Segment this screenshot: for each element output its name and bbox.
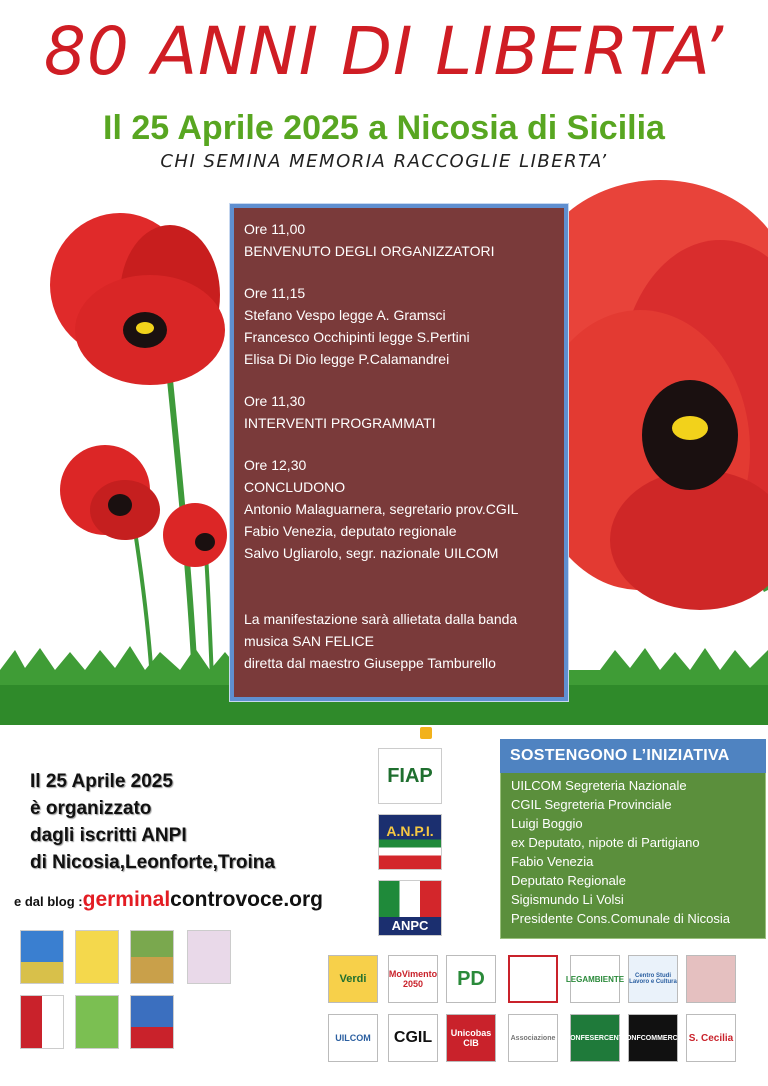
schedule-line: diretta dal maestro Giuseppe Tamburello (244, 655, 496, 671)
organizers-text (30, 768, 360, 876)
schedule-line: BENVENUTO DEGLI ORGANIZZATORI (244, 243, 495, 259)
schedule-line: Antonio Malaguarnera, segretario prov.CGIL (244, 501, 519, 517)
schedule-line: Salvo Ugliarolo, segr. nazionale UILCOM (244, 545, 499, 561)
municipal-crest-icon (75, 930, 119, 984)
municipal-crest-icon (130, 995, 174, 1049)
schedule-line: Stefano Vespo legge A. Gramsci (244, 307, 446, 323)
supporter-line: Luigi Boggio (511, 816, 583, 831)
blog-label: e dal blog : (14, 894, 83, 909)
schedule-block-1130 (244, 390, 554, 434)
confesercenti-logo: CONFESERCENTI (570, 1014, 620, 1062)
centro-studi-logo: Centro Studi Lavoro e Cultura (628, 955, 678, 1003)
schedule-time: Ore 12,30 (244, 457, 307, 473)
supporter-line: Sigismundo Li Volsi (511, 892, 624, 907)
blog-name-black: controvoce.org (170, 888, 324, 911)
santa-cecilia-logo: S. Cecilia (686, 1014, 736, 1062)
uilcom-logo: UILCOM (328, 1014, 378, 1062)
cgil-logo: CGIL (388, 1014, 438, 1062)
schedule-block-music (244, 608, 554, 674)
fiap-logo (378, 748, 442, 804)
organizers-line: Il 25 Aprile 2025 (30, 771, 173, 792)
red-circle-logo (508, 955, 558, 1003)
schedule-line: INTERVENTI PROGRAMMATI (244, 415, 436, 431)
schedule-block-1230 (244, 454, 554, 564)
supporter-line: Presidente Cons.Comunale di Nicosia (511, 911, 730, 926)
poppy-flower-mid-left (60, 445, 160, 540)
municipal-crest-icon (75, 995, 119, 1049)
decorative-logo (686, 955, 736, 1003)
blog-credit (14, 888, 364, 912)
area-logo-icon (187, 930, 231, 984)
schedule-block-1100 (244, 218, 554, 262)
supporter-line: Deputato Regionale (511, 873, 626, 888)
supporter-line: UILCOM Segreteria Nazionale (511, 778, 687, 793)
confcommercio-logo: CONFCOMMERCIO (628, 1014, 678, 1062)
supporters-panel (500, 739, 766, 939)
event-subtitle: Il 25 Aprile 2025 a Nicosia di Sicilia (103, 109, 665, 147)
program-schedule (230, 204, 568, 701)
schedule-block-1115 (244, 282, 554, 370)
schedule-line: La manifestazione sarà allietata dalla banda (244, 611, 518, 627)
small-badge-icon (420, 727, 432, 739)
schedule-line: musica SAN FELICE (244, 633, 374, 649)
schedule-time: Ore 11,30 (244, 393, 306, 409)
anpc-logo-text: ANPC (379, 917, 441, 935)
anpi-logo (378, 814, 442, 870)
event-tagline: CHI SEMINA MEMORIA RACCOGLIE LIBERTA’ (160, 151, 608, 172)
anpc-logo (378, 880, 442, 936)
legambiente-logo: LEGAMBIENTE (570, 955, 620, 1003)
organizers-line: è organizzato (30, 798, 152, 819)
schedule-line: Elisa Di Dio legge P.Calamandrei (244, 351, 450, 367)
supporters-heading: SOSTENGONO L’INIZIATIVA (500, 739, 766, 773)
schedule-time: Ore 11,15 (244, 285, 306, 301)
pd-logo: PD (446, 955, 496, 1003)
schedule-time: Ore 11,00 (244, 221, 306, 237)
poppy-flower-small (163, 503, 227, 567)
municipal-crest-icon (20, 995, 64, 1049)
supporter-line: ex Deputato, nipote di Partigiano (511, 835, 700, 850)
municipal-crest-icon (130, 930, 174, 984)
organizers-line: dagli iscritti ANPI (30, 825, 187, 846)
supporters-list (501, 773, 765, 928)
organizers-line: di Nicosia,Leonforte,Troina (30, 852, 275, 873)
fiap-logo-text: FIAP (387, 764, 433, 787)
anpi-logo-text: A.N.P.I. (386, 823, 434, 839)
supporter-line: CGIL Segreteria Provinciale (511, 797, 672, 812)
schedule-line: Fabio Venezia, deputato regionale (244, 523, 457, 539)
municipal-crest-icon (20, 930, 64, 984)
associazione-logo: Associazione (508, 1014, 558, 1062)
verdi-logo: Verdi (328, 955, 378, 1003)
schedule-line: CONCLUDONO (244, 479, 346, 495)
movimento-logo: MoVimento 2050 (388, 955, 438, 1003)
poppy-flower-large-left (50, 213, 225, 385)
supporter-line: Fabio Venezia (511, 854, 594, 869)
blog-name-red: germinal (82, 888, 171, 911)
schedule-line: Francesco Occhipinti legge S.Pertini (244, 329, 470, 345)
unicobas-logo: Unicobas CIB (446, 1014, 496, 1062)
poster-title: 80 ANNI DI LIBERTA’ (43, 13, 725, 90)
